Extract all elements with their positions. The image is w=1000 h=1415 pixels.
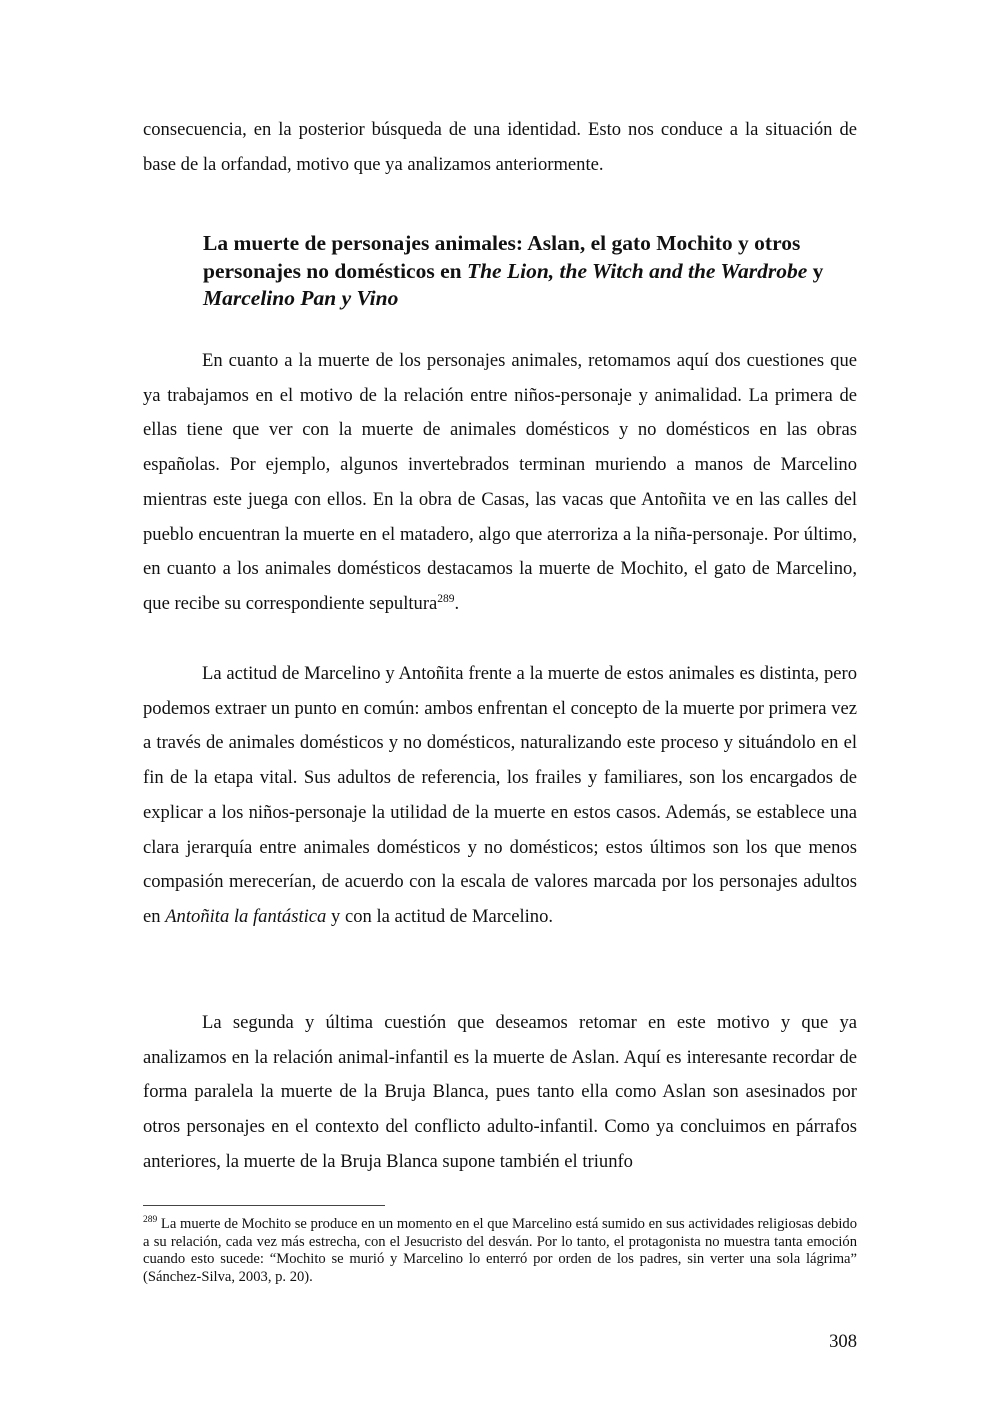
footnote-separator: [143, 1205, 385, 1206]
paragraph-animal-deaths: [143, 344, 857, 622]
heading-title-lion-witch: The Lion, the Witch and the Wardrobe: [466, 258, 808, 283]
paragraph-attitude: [143, 657, 857, 935]
page-number: 308: [829, 1331, 857, 1352]
footnote: [143, 1216, 857, 1287]
paragraph-aslan-death: [143, 1006, 857, 1180]
footnote-text: La muerte de Mochito se produce en un momento en el que Marcelino está sumido en sus actividades religiosas debido a su relación, cada vez más estrecha, con el Jesucristo del desván. Por lo tanto, el protagonista no muestra tanta emoción cuando esto sucede: “Mochito se murió y Marcelino lo enterró por orden de los padres, sin verter una sola lágrima” (Sánchez-Silva, 2003, p. 20).: [143, 1216, 857, 1286]
heading-title-marcelino: Marcelino Pan y Vino: [203, 286, 399, 310]
heading-text: La muerte de personajes animales: Aslan, el gato Mochito y otros personajes no domésticos en: [203, 231, 801, 283]
paragraph-attitude-ending: y con la actitud de Marcelino.: [326, 905, 554, 927]
footnote-number: 289: [143, 1215, 158, 1226]
paragraph-animal-deaths-text: En cuanto a la muerte de los personajes animales, retomamos aquí dos cuestiones que ya trabajamos en el motivo de la relación entre niños-personaje y animalidad. La primera de ellas tiene que ver con la muerte de animales domésticos y no domésticos en las obras españolas. Por ejemplo, algunos invertebrados terminan muriendo a manos de Marcelino mientras este juega con ellos. En la obra de Casas, las vacas que Antoñita ve en las calles del pueblo encuentran la muerte en el matadero, algo que aterroriza a la niña-personaje. Por último, en cuanto a los animales domésticos destacamos la muerte de Mochito, el gato de Marcelino, que recibe su correspondiente sepultura: [143, 350, 857, 614]
paragraph-continuation-text: consecuencia, en la posterior búsqueda de una identidad. Esto nos conduce a la situación de base de la orfandad, motivo que ya analizamos anteriormente.: [143, 119, 857, 175]
heading-conjunction: y: [807, 258, 824, 283]
book-title-antonita: Antoñita la fantástica: [165, 905, 327, 927]
paragraph-continuation: [143, 113, 857, 182]
paragraph-attitude-text: La actitud de Marcelino y Antoñita frente a la muerte de estos animales es distinta, pero podemos extraer un punto en común: ambos enfrentan el concepto de la muerte por primera vez a través de animales domésticos y no domésticos, naturalizando este proceso y situándolo en el fin de la etapa vital. Sus adultos de referencia, los frailes y familiares, son los encargados de explicar a los niños-personaje la utilidad de la muerte en estos casos. Además, se establece una clara jerarquía entre animales domésticos y no domésticos; estos últimos son los que menos compasión merecerían, de acuerdo con la escala de valores marcada por los personajes adultos en: [143, 663, 857, 927]
paragraph-end-period: .: [454, 592, 460, 614]
footnote-reference[interactable]: 289: [437, 592, 455, 605]
section-heading: [203, 230, 863, 313]
paragraph-aslan-death-text: La segunda y última cuestión que deseamos retomar en este motivo y que ya analizamos en la relación animal-infantil es la muerte de Aslan. Aquí es interesante recordar de forma paralela la muerte de la Bruja Blanca, pues tanto ella como Aslan son asesinados por otros personajes en el contexto del conflicto adulto-infantil. Como ya concluimos en párrafos anteriores, la muerte de la Bruja Blanca supone también el triunfo: [143, 1012, 857, 1172]
